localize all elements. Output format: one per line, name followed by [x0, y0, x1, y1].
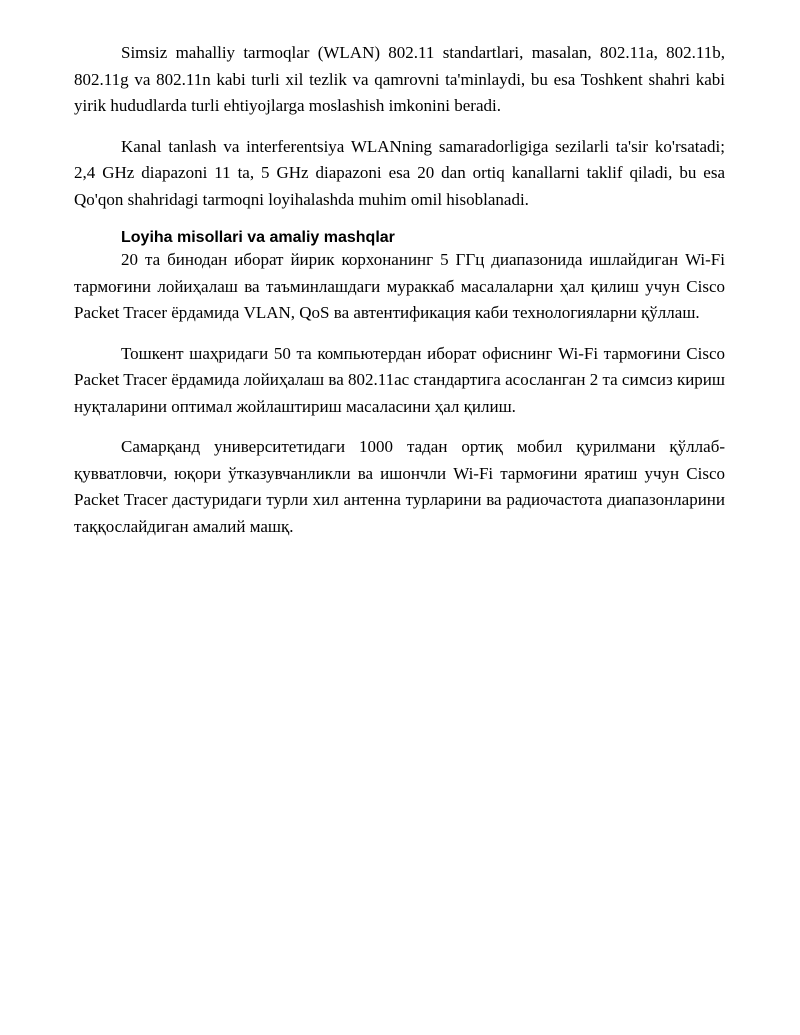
- exercise-paragraph-2: Тошкент шаҳридаги 50 та компьютердан иборат офиснинг Wi-Fi тармоғини Cisco Packet Tracer ёрдамида лойиҳалаш ва 802.11ac стандартига асосланган 2 та симсиз кириш нуқталарини оптимал жойлаштириш масаласини ҳал қилиш.: [74, 343, 725, 416]
- paragraph-channel-selection: Kanal tanlash va interferentsiya WLANning samaradorligiga sezilarli ta'sir ko'rsatadi; 2,4 GHz diapazoni 11 ta, 5 GHz diapazoni esa 20 dan ortiq kanallarni taklif qiladi, bu esa Qo'qon shahridagi tarmoqni loyihalashda muhim omil hisoblanadi.: [74, 136, 725, 209]
- exercise-paragraph-1: 20 та бинодан иборат йирик корхонанинг 5 ГГц диапазонида ишлайдиган Wi-Fi тармоғини лойиҳалаш ва таъминлашдаги мураккаб масалаларни ҳал қилиш учун Cisco Packet Tracer ёрдамида VLAN, QoS ва автентификация каби технологияларни қўллаш.: [74, 250, 725, 322]
- paragraph-wlan-standards: Simsiz mahalliy tarmoqlar (WLAN) 802.11 standartlari, masalan, 802.11a, 802.11b, 802.11g va 802.11n kabi turli xil tezlik va qamrovni ta'minlaydi, bu esa Toshkent shahri kabi yirik hududlarda turli ehtiyojlarga moslashish imkonini beradi.: [74, 43, 725, 115]
- document-body: [74, 40, 725, 540]
- section-heading: Loyiha misollari va amaliy mashqlar: [121, 229, 395, 246]
- exercise-paragraph-3: Самарқанд университетидаги 1000 тадан ортиқ мобил қурилмани қўллаб-қувватловчи, юқори ўтказувчанликли ва ишончли Wi-Fi тармоғини яратиш учун Cisco Packet Tracer дастуридаги турли хил антенна турларини ва радиочастота диапазонларини таққослайдиган амалий машқ.: [74, 437, 725, 536]
